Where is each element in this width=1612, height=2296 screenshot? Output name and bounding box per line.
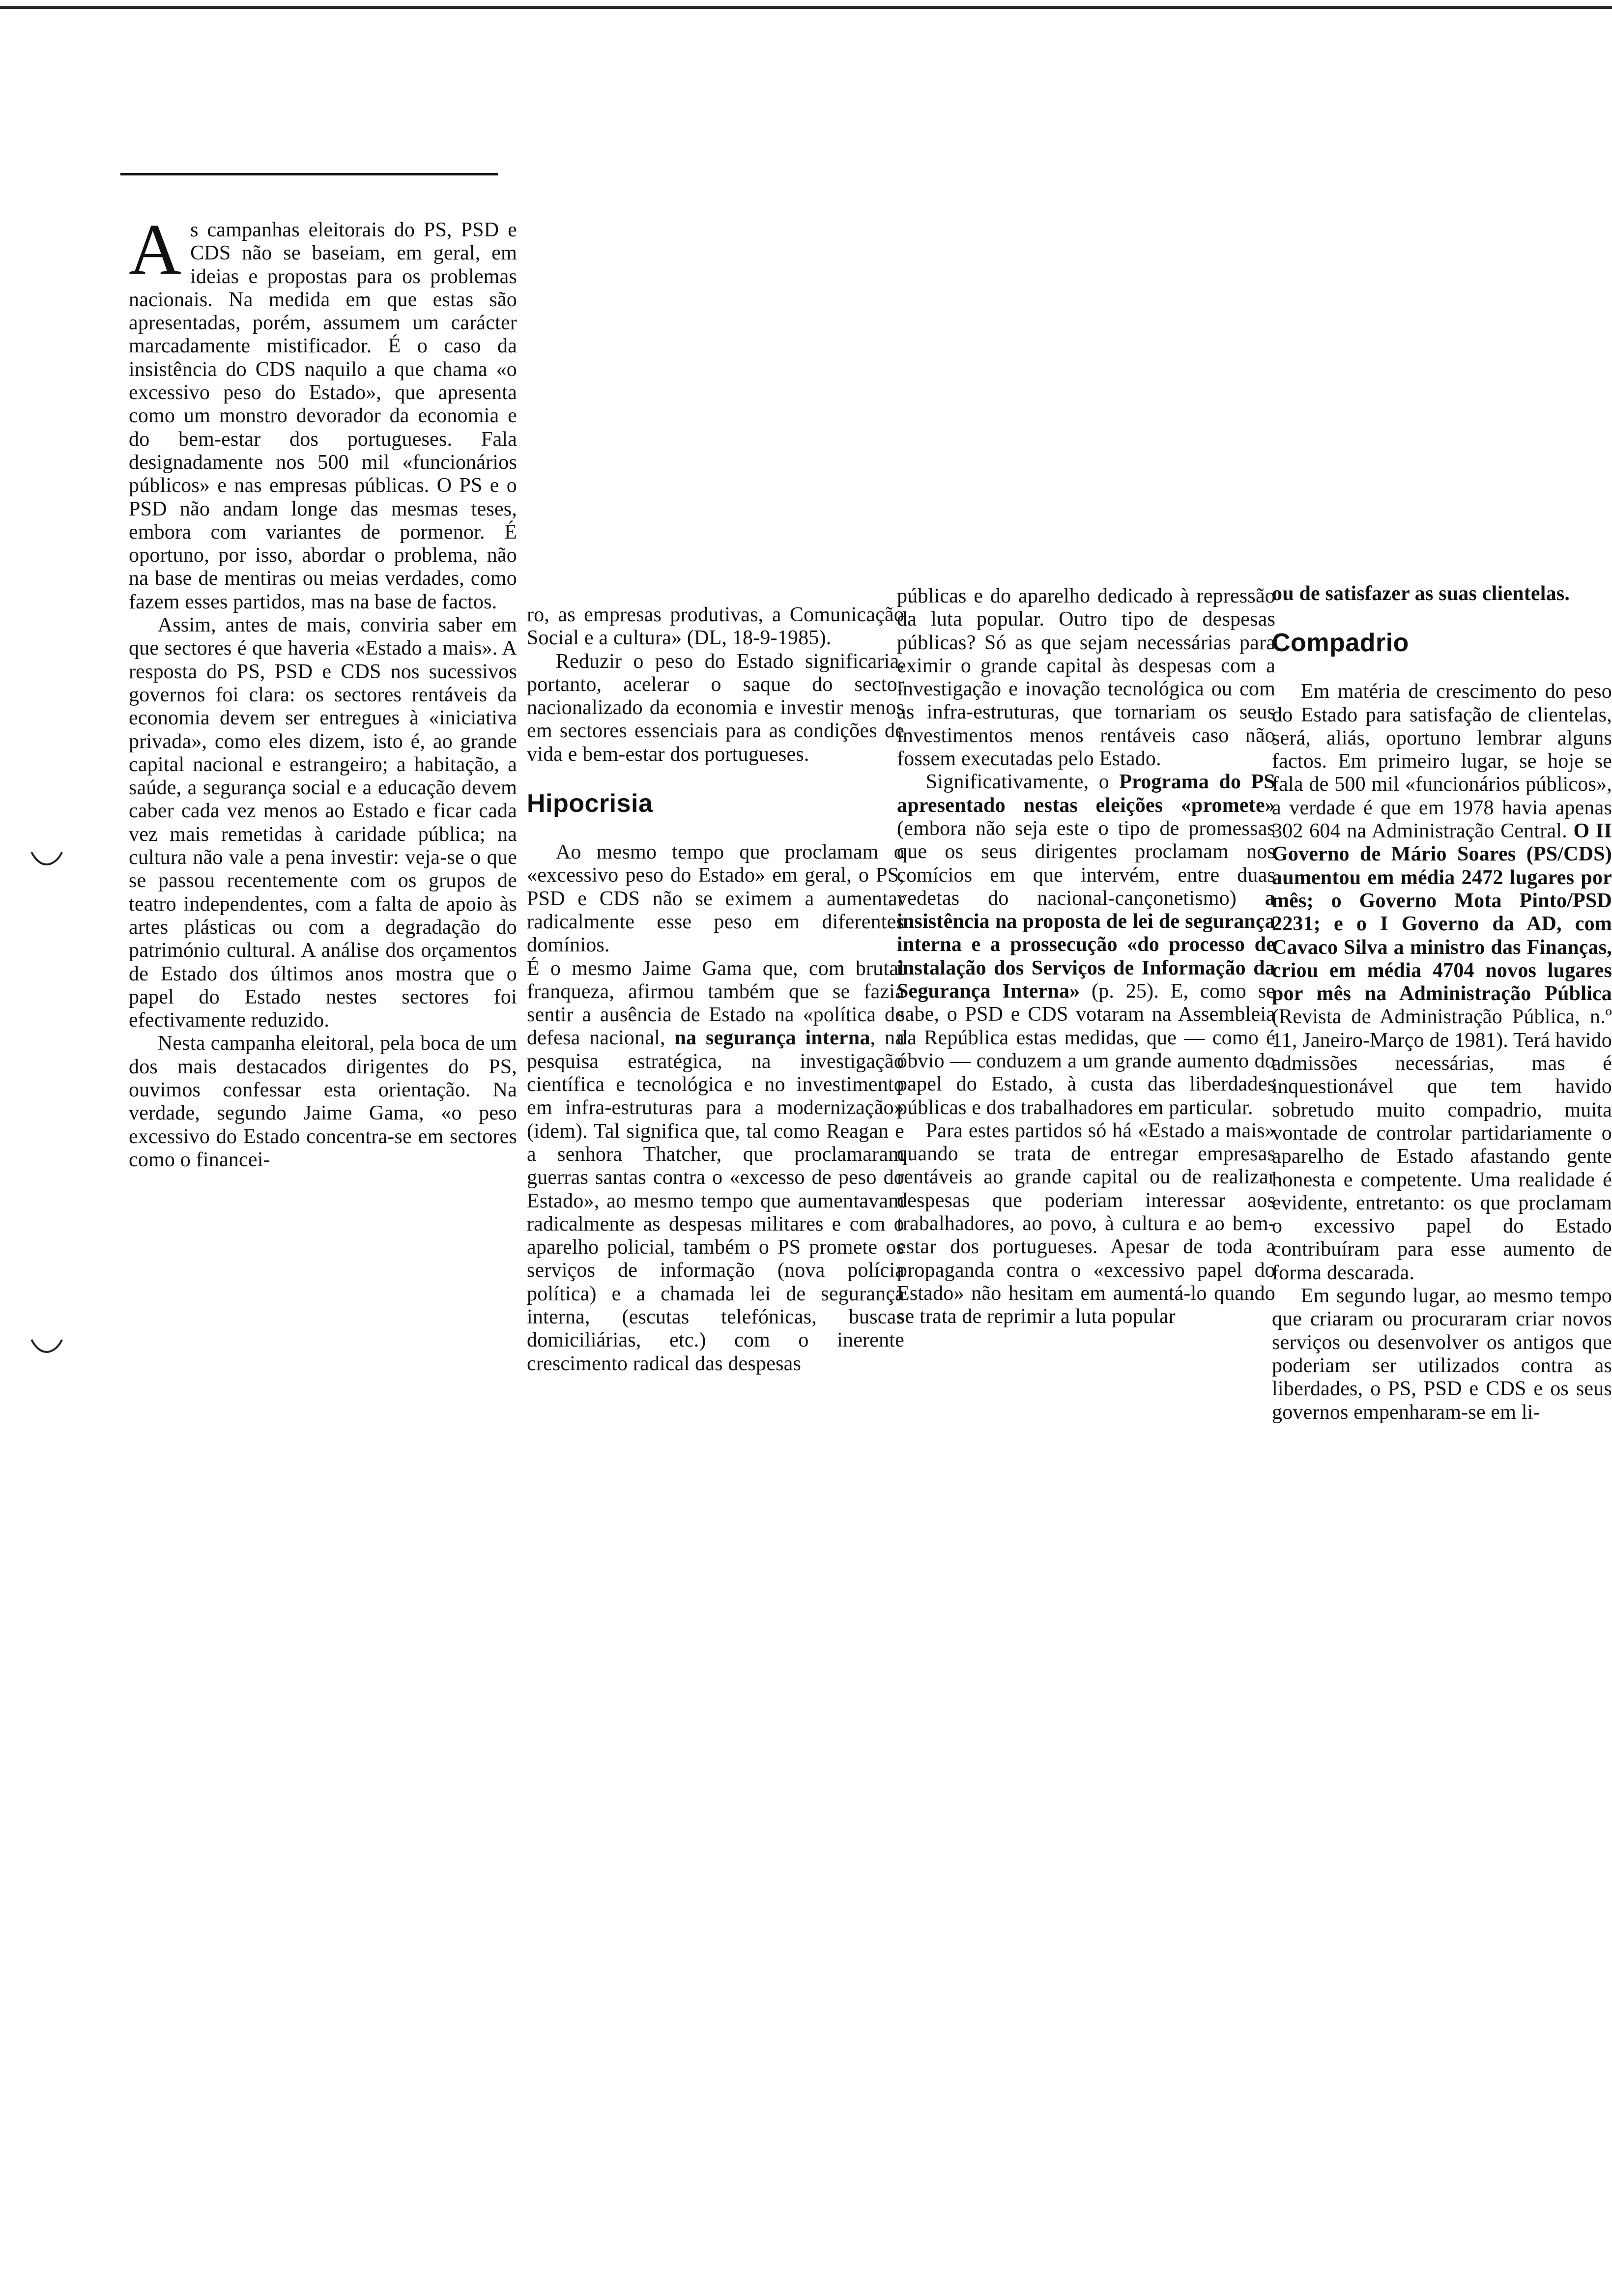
- article-column-3: [897, 585, 1275, 1329]
- text-run: (embora não seja este o tipo de promessas que os seus dirigentes proclamam nos comícios em que intervém, entre duas vedetas do nacional-cançonetismo): [897, 817, 1275, 910]
- top-border-rule: [0, 6, 1612, 9]
- text-run: (Revista de Administração Pública, n.º 11, Janeiro-Março de 1981). Terá havido admissões necessárias, mas é inquestionável que tem havido sobretudo muito compadrio, muita vontade de controlar partidariamente o aparelho de Estado afastando gente honesta e competente. Uma realidade é evidente, entretanto: os que proclamam o excessivo papel do Estado contribuíram para esse aumento de forma descarada.: [1272, 1005, 1612, 1284]
- paragraph: s campanhas eleitorais do PS, PSD e CDS não se baseiam, em geral, em ideias e propostas para os problemas nacionais. Na medida em que estas são apresentadas, porém, assumem um carácter marcadamente mistificador. É o caso da insistência do CDS naquilo a que chama «o excessivo peso do Estado», que apresenta como um monstro devorador da economia e do bem-estar dos portugueses. Fala designadamente nos 500 mil «funcionários públicos» e nas empresas públicas. O PS e o PSD não andam longe das mesmas teses, embora com variantes de pormenor. É oportuno, por isso, abordar o problema, não na base de mentiras ou meias verdades, como fazem esses partidos, mas na base de factos.: [129, 219, 517, 613]
- text-run: É o mesmo Jaime Gama que, com brutal franqueza, afirmou também que se fazia sentir a ausência de Estado na «política de defesa nacional,: [527, 957, 904, 1050]
- bold-text-run: a insistência na proposta de lei de segurança interna e a prossecução «do processo de instalação dos Serviços de Informação da Segurança Interna»: [897, 887, 1275, 1003]
- bold-text-run: na segurança interna: [674, 1027, 870, 1050]
- margin-check-mark: [30, 849, 63, 869]
- paragraph: Para estes partidos só há «Estado a mais» quando se trata de entregar empresas rentáveis ao grande capital ou de realizar despesas que poderiam interessar aos trabalhadores, ao povo, à cultura e ao bem-estar dos portugueses. Apesar de toda a propaganda contra o «excessivo papel do Estado» não hesitam em aumentá-lo quando se trata de reprimir a luta popular: [897, 1119, 1275, 1328]
- text-run: Em matéria de crescimento do peso do Estado para satisfação de clientelas, será, aliás, oportuno lembrar alguns factos. Em primeiro lugar, se hoje se fala de 500 mil «funcionários públicos», a verdade é que em 1978 havia apenas 302 604 na Administração Central.: [1272, 680, 1612, 843]
- paragraph: públicas e do aparelho dedicado à repressão da luta popular. Outro tipo de despesas públicas? Só as que sejam necessárias para eximir o grande capital às despesas com a investigação e inovação tecnológica ou com as infra-estruturas, que tornariam os seus investimentos menos rentáveis caso não fossem executadas pelo Estado.: [897, 585, 1275, 771]
- article-column-1: [129, 209, 517, 1172]
- article-column-4: [1272, 582, 1612, 1424]
- paragraph: [527, 957, 904, 1376]
- article-column-2: [527, 603, 904, 1376]
- article-header-rule: [120, 173, 498, 175]
- bold-text-run: Programa do PS apresentado nestas eleições «promete»: [897, 771, 1275, 817]
- bold-text-run: O II Governo de Mário Soares (PS/CDS) aumentou em média 2472 lugares por mês; o Governo Mota Pinto/PSD 2231; e o I Governo da AD, com Cavaco Silva a ministro das Finanças, criou em média 4704 novos lugares por mês na Administração Pública: [1272, 820, 1612, 1005]
- paragraph: Assim, antes de mais, conviria saber em que sectores é que haveria «Estado a mais». A resposta do PS, PSD e CDS nos sucessivos governos foi clara: os sectores rentáveis da economia devem ser entregues à «iniciativa privada», como eles dizem, isto é, ao grande capital nacional e estrangeiro; a habitação, a saúde, a segurança social e a educação devem caber cada vez menos ao Estado e ficar cada vez mais remetidas à caridade pública; na cultura não vale a pena investir: veja-se o que se passou recentemente com os grupos de teatro independentes, com a falta de apoio às artes plásticas ou com a degradação do património cultural. A análise dos orçamentos de Estado dos últimos anos mostra que o papel do Estado nestes sectores foi efectivamente reduzido.: [129, 614, 517, 1032]
- paragraph: Ao mesmo tempo que proclamam o «excessivo peso do Estado» em geral, o PS, PSD e CDS não se eximem a aumentar radicalmente esse peso em diferentes domínios.: [527, 841, 904, 957]
- paragraph: ro, as empresas produtivas, a Comunicação Social e a cultura» (DL, 18-9-1985).: [527, 603, 904, 650]
- section-heading-compadrio: Compadrio: [1272, 629, 1409, 658]
- text-run: , na pesquisa estratégica, na investigação científica e tecnológica e no investimento em infra-estruturas para a modernização» (idem). Tal significa que, tal como Reagan e a senhora Thatcher, que proclamaram guerras santas contra o «excesso de peso do Estado», ao mesmo tempo que aumentavam radicalmente as despesas militares e com o aparelho policial, também o PS promete os serviços de informação (nova polícia política) e a chamada lei de segurança interna, (escutas telefónicas, buscas domiciliárias, etc.) com o inerente crescimento radical das despesas: [527, 1027, 904, 1375]
- paragraph: ou de satisfazer as suas clientelas.: [1272, 582, 1570, 605]
- text-run: (p. 25). E, como se sabe, o PSD e CDS votaram na Assembleia da República estas medidas, que — como é óbvio — conduzem a um grande aumento do papel do Estado, à custa das liberdades públicas e dos trabalhadores em particular.: [897, 980, 1275, 1119]
- paragraph: Nesta campanha eleitoral, pela boca de um dos mais destacados dirigentes do PS, ouvimos confessar esta orientação. Na verdade, segundo Jaime Gama, «o peso excessivo do Estado concentra-se em sectores como o financei-: [129, 1032, 517, 1171]
- drop-cap: A: [129, 209, 182, 290]
- paragraph: Em segundo lugar, ao mesmo tempo que criaram ou procuraram criar novos serviços ou desenvolver os antigos que poderiam ser utilizados contra as liberdades, o PS, PSD e CDS e os seus governos empenharam-se em li-: [1272, 1285, 1612, 1424]
- paragraph: [1272, 680, 1612, 1285]
- text-run: Significativamente, o: [925, 771, 1120, 794]
- paragraph: Reduzir o peso do Estado significaria, portanto, acelerar o saque do sector nacionalizado da economia e investir menos em sectores essenciais para as condições de vida e bem-estar dos portugueses.: [527, 650, 904, 766]
- margin-check-mark: [30, 1337, 63, 1356]
- paragraph: [897, 771, 1275, 1119]
- section-heading-hipocrisia: Hipocrisia: [527, 789, 653, 818]
